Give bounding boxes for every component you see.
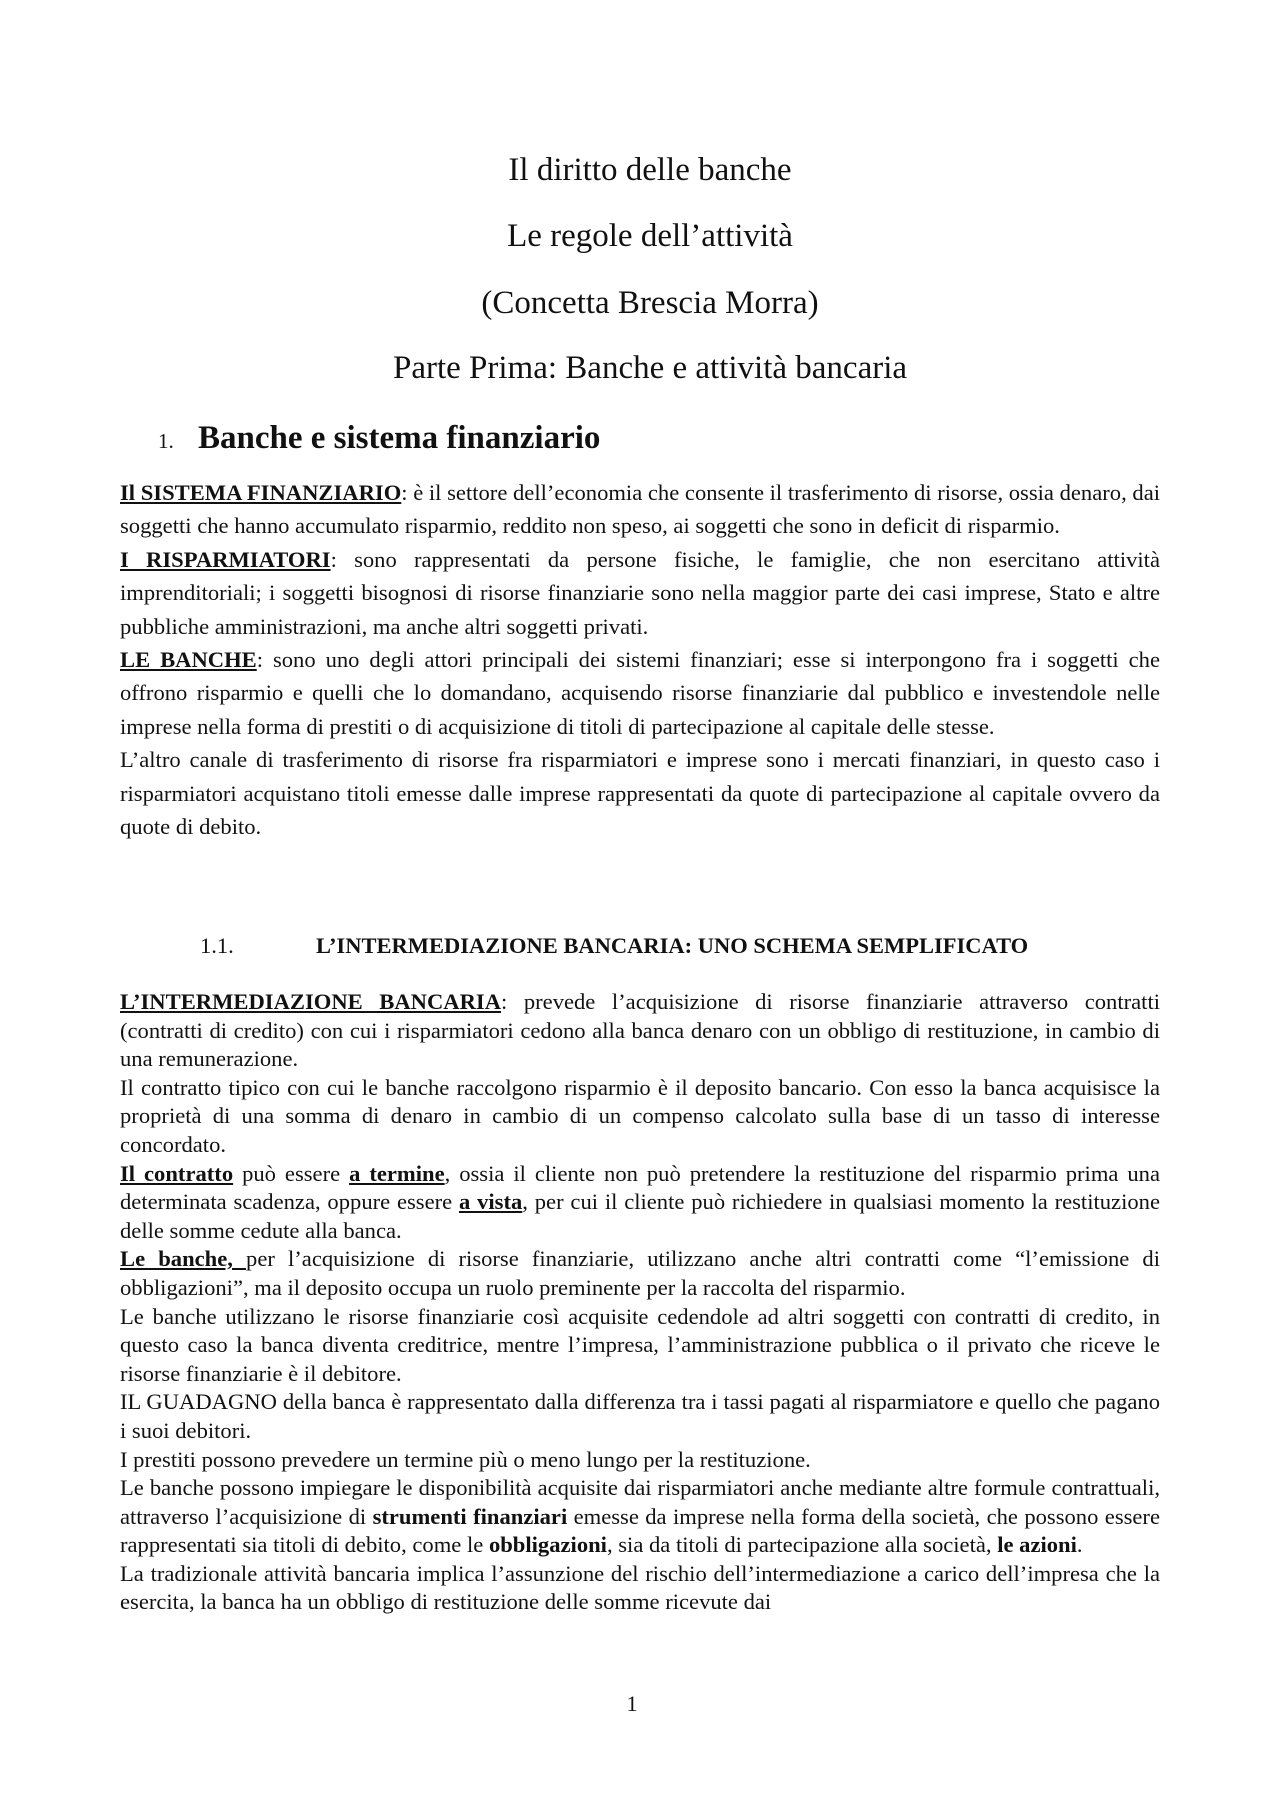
term: L’INTERMEDIAZIONE BANCARIA <box>120 989 502 1014</box>
paragraph: Il SISTEMA FINANZIARIO: è il settore dell’economia che consente il trasferimento di risorse, ossia denaro, dai soggetti che hanno accumulato risparmio, reddito non speso, ai soggetti che sono in deficit di risparmio. <box>120 480 1160 539</box>
term: LE BANCHE <box>120 647 257 673</box>
keyword: obbligazioni <box>488 1532 607 1558</box>
paragraph: L’INTERMEDIAZIONE BANCARIA: prevede l’acquisizione di risorse finanziarie attraverso contratti (contratti di credito) con cui i risparmiatori cedono alla banca denaro con un obbligo di restituzione, in cambio di una remunerazione. <box>120 989 1161 1072</box>
book-subtitle: Le regole dell’attività <box>507 218 793 254</box>
paragraph: I RISPARMIATORI: sono rappresentati da persone fisiche, le famiglie, che non esercitano attività imprenditoriali; i soggetti bisognosi di risorse finanziarie sono nella maggior parte dei casi imprese, Stato e altre pubbliche amministrazioni, ma anche altri soggetti privati. <box>120 546 1160 639</box>
book-title: Il diritto delle banche <box>508 152 792 188</box>
paragraph: Il contratto può essere a termine, ossia il cliente non può pretendere la restituzione del risparmio prima una determinata scadenza, oppure essere a vista, per cui il cliente può richiedere in qualsiasi momento la restituzione delle somme cedute alla banca. <box>120 1160 1161 1243</box>
paragraph: IL GUADAGNO della banca è rappresentato dalla differenza tra i tassi pagati al risparmiatore e quello che pagano i suoi debitori. <box>120 1389 1160 1443</box>
keyword: a termine <box>349 1160 445 1186</box>
term: Il SISTEMA FINANZIARIO <box>120 480 402 505</box>
keyword: le azioni <box>997 1532 1077 1558</box>
book-author: (Concetta Brescia Morra) <box>481 285 819 321</box>
paragraph: I prestiti possono prevedere un termine più o meno lungo per la restituzione. <box>120 1446 811 1472</box>
keyword: strumenti finanziari <box>372 1503 568 1529</box>
paragraph: LE BANCHE: sono uno degli attori principali dei sistemi finanziari; esse si interpongono fra i soggetti che offrono risparmio e quelli che lo domandano, acquisendo risorse finanziarie dal pubblico e investendole nelle imprese nella forma di prestiti o di acquisizione di titoli di partecipazione al capitale delle stesse. <box>120 647 1161 739</box>
section-heading-1 <box>158 416 600 463</box>
subsection-heading-1-1 <box>200 930 1028 962</box>
part-title: Parte Prima: Banche e attività bancaria <box>392 350 908 386</box>
paragraph: La tradizionale attività bancaria implica l’assunzione del rischio dell’intermediazione a carico dell’impresa che la esercita, la banca ha un obbligo di restituzione delle somme ricevute dai <box>120 1560 1160 1615</box>
term: I RISPARMIATORI <box>120 546 331 572</box>
paragraph: Le banche possono impiegare le disponibilità acquisite dai risparmiatori anche mediante altre formule contrattuali, attraverso l’acquisizione di strumenti finanziari emesse da imprese nella forma della società, che possono essere rappresentati sia titoli di debito, come le obbligazioni, sia da titoli di partecipazione alla società, le azioni. <box>120 1475 1160 1558</box>
section-1-1-body <box>120 988 1160 1617</box>
term: Le banche, <box>120 1246 247 1272</box>
paragraph: Le banche utilizzano le risorse finanziarie così acquisite cedendole ad altri soggetti con contratti di credito, in questo caso la banca diventa creditrice, mentre l’impresa, l’amministrazione pubblica o il privato che riceve le risorse finanziarie è il debitore. <box>120 1303 1160 1386</box>
subsection-title: L’INTERMEDIAZIONE BANCARIA: UNO SCHEMA SEMPLIFICATO <box>316 933 1029 958</box>
section-title: Banche e sistema finanziario <box>198 420 601 456</box>
paragraph: Le banche, per l’acquisizione di risorse finanziarie, utilizzano anche altri contratti come “l’emissione di obbligazioni”, ma il deposito occupa un ruolo preminente per la raccolta del risparmio. <box>120 1246 1160 1300</box>
section-number: 1. <box>158 429 174 453</box>
section-1-body <box>120 476 1160 843</box>
paragraph: Il contratto tipico con cui le banche raccolgono risparmio è il deposito bancario. Con esso la banca acquisisce la proprietà di una somma di denaro in cambio di un compenso calcolato sulla base di un tasso di interesse concordato. <box>120 1074 1160 1157</box>
page-number: 1 <box>626 1691 638 1716</box>
keyword: a vista <box>459 1189 523 1215</box>
term: Il contratto <box>120 1160 234 1186</box>
subsection-number: 1.1. <box>200 933 234 958</box>
paragraph: L’altro canale di trasferimento di risorse fra risparmiatori e imprese sono i mercati finanziari, in questo caso i risparmiatori acquistano titoli emesse dalle imprese rappresentati da quote di partecipazione al capitale ovvero da quote di debito. <box>120 747 1160 840</box>
